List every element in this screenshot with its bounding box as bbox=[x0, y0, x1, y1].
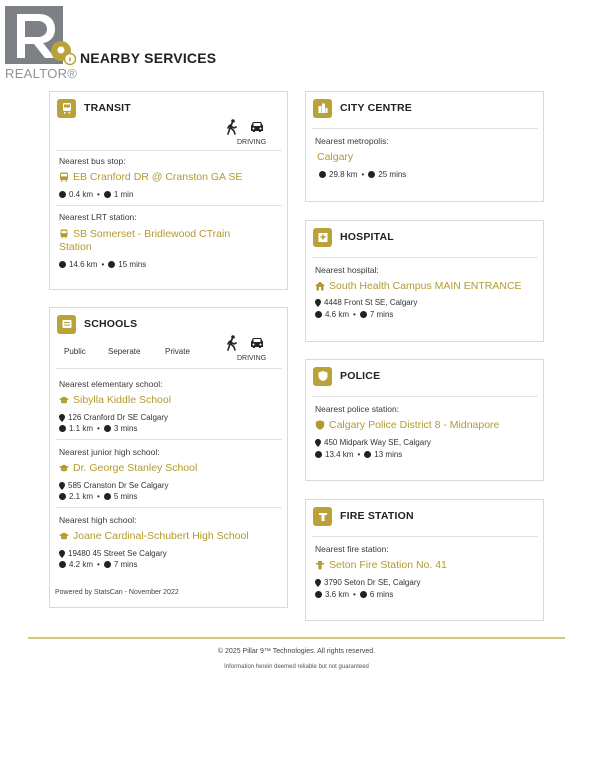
clock-icon bbox=[104, 191, 111, 198]
high-school-name[interactable] bbox=[59, 530, 249, 542]
separator-dot: • bbox=[353, 310, 356, 319]
graduation-cap-icon bbox=[59, 395, 69, 405]
hospital-icon bbox=[313, 228, 332, 247]
junior-high-distance-row bbox=[59, 492, 137, 501]
junior-high-time: 5 mins bbox=[113, 492, 138, 501]
city-time: 25 mins bbox=[378, 170, 407, 179]
distance-icon bbox=[319, 171, 326, 178]
junior-high-distance: 2.1 km bbox=[69, 492, 94, 501]
fire-station-name-text: Seton Fire Station No. 41 bbox=[329, 559, 447, 571]
police-label: Nearest police station: bbox=[315, 404, 400, 414]
driving-icon[interactable] bbox=[249, 120, 265, 133]
elementary-address-text: 126 Cranford Dr SE Calgary bbox=[68, 413, 169, 422]
lrt-station-name-line2: Station bbox=[59, 241, 92, 253]
separator-dot: • bbox=[361, 170, 365, 179]
city-title: CITY CENTRE bbox=[340, 102, 413, 114]
pin-icon bbox=[315, 299, 321, 307]
pin-icon bbox=[315, 439, 321, 447]
graduation-cap-icon bbox=[59, 531, 69, 541]
police-icon bbox=[313, 367, 332, 386]
hospital-address-text: 4448 Front St SE, Calgary bbox=[324, 298, 418, 307]
bus-distance-row bbox=[59, 190, 133, 199]
hospital-distance-row bbox=[315, 310, 393, 319]
city-icon bbox=[313, 99, 332, 118]
schools-card bbox=[49, 307, 288, 608]
distance-icon bbox=[315, 451, 322, 458]
separator-dot: • bbox=[97, 492, 100, 501]
pin-icon bbox=[315, 579, 321, 587]
driving-icon[interactable] bbox=[249, 336, 265, 349]
junior-high-school-name[interactable] bbox=[59, 462, 197, 474]
distance-icon bbox=[59, 561, 66, 568]
distance-icon bbox=[59, 425, 66, 432]
tab-public[interactable]: Public bbox=[64, 347, 86, 356]
junior-high-label: Nearest junior high school: bbox=[59, 447, 160, 457]
separator-dot: • bbox=[97, 190, 100, 199]
fire-station-time: 6 mins bbox=[369, 590, 394, 599]
train-icon bbox=[59, 229, 69, 239]
lrt-station-name[interactable] bbox=[59, 228, 230, 240]
police-distance: 13.4 km bbox=[325, 450, 354, 459]
transit-card bbox=[49, 91, 288, 290]
hospital-name[interactable] bbox=[315, 280, 522, 292]
hospital-card bbox=[305, 220, 544, 342]
lrt-distance: 14.6 km bbox=[69, 260, 98, 269]
divider bbox=[56, 205, 282, 206]
footer-divider bbox=[28, 637, 565, 639]
lrt-distance-row bbox=[59, 260, 146, 269]
lrt-station-label: Nearest LRT station: bbox=[59, 212, 137, 222]
elementary-time: 3 mins bbox=[113, 424, 138, 433]
high-school-distance-row bbox=[59, 560, 137, 569]
hospital-distance: 4.6 km bbox=[325, 310, 350, 319]
high-school-distance: 4.2 km bbox=[69, 560, 94, 569]
schools-title: SCHOOLS bbox=[84, 318, 138, 330]
distance-icon bbox=[315, 591, 322, 598]
tab-private[interactable]: Private bbox=[165, 347, 190, 356]
high-school-address bbox=[59, 549, 167, 558]
nearby-services-icon bbox=[50, 40, 76, 66]
separator-dot: • bbox=[97, 560, 100, 569]
elementary-school-name-text: Sibylla Kiddle School bbox=[73, 394, 172, 406]
pin-icon bbox=[59, 550, 65, 558]
shield-icon bbox=[315, 420, 325, 430]
hospital-label: Nearest hospital: bbox=[315, 265, 379, 275]
clock-icon bbox=[360, 311, 367, 318]
clock-icon bbox=[104, 425, 111, 432]
hydrant-icon bbox=[315, 560, 325, 570]
graduation-cap-icon bbox=[59, 463, 69, 473]
divider bbox=[56, 439, 282, 440]
city-centre-card bbox=[305, 91, 544, 202]
walking-icon[interactable] bbox=[226, 119, 238, 135]
bus-icon bbox=[59, 172, 69, 182]
page-title: NEARBY SERVICES bbox=[80, 50, 217, 66]
high-school-name-text: Joane Cardinal-Schubert High School bbox=[73, 530, 249, 542]
police-address-text: 450 Midpark Way SE, Calgary bbox=[324, 438, 431, 447]
bus-stop-name-text: EB Cranford DR @ Cranston GA SE bbox=[73, 171, 243, 183]
separator-dot: • bbox=[101, 260, 105, 269]
fire-station-card bbox=[305, 499, 544, 621]
separator-dot: • bbox=[357, 450, 361, 459]
transit-icon bbox=[57, 99, 76, 118]
distance-icon bbox=[59, 261, 66, 268]
powered-by-note: Powered by StatsCan - November 2022 bbox=[55, 589, 179, 596]
house-icon bbox=[315, 281, 325, 291]
clock-icon bbox=[108, 261, 115, 268]
junior-high-school-name-text: Dr. George Stanley School bbox=[73, 462, 198, 474]
city-distance-row bbox=[319, 170, 406, 179]
lrt-time: 15 mins bbox=[118, 260, 147, 269]
fire-station-distance: 3.6 km bbox=[325, 590, 350, 599]
disclaimer-text: Information herein deemed reliable but not guaranteed bbox=[224, 664, 369, 670]
transit-title: TRANSIT bbox=[84, 102, 131, 114]
divider bbox=[312, 396, 538, 397]
divider bbox=[312, 128, 538, 129]
clock-icon bbox=[104, 561, 111, 568]
fire-station-title: FIRE STATION bbox=[340, 510, 414, 522]
distance-icon bbox=[315, 311, 322, 318]
divider bbox=[56, 150, 282, 151]
fire-station-distance-row bbox=[315, 590, 393, 599]
divider bbox=[312, 257, 538, 258]
metropolis-label: Nearest metropolis: bbox=[315, 136, 389, 146]
separator-dot: • bbox=[97, 424, 100, 433]
police-title: POLICE bbox=[340, 370, 381, 382]
fire-station-icon bbox=[313, 507, 332, 526]
walking-icon[interactable] bbox=[226, 335, 238, 351]
high-school-time: 7 mins bbox=[113, 560, 138, 569]
bus-stop-label: Nearest bus stop: bbox=[59, 156, 126, 166]
clock-icon bbox=[104, 493, 111, 500]
driving-mode-label: DRIVING bbox=[237, 139, 267, 146]
tab-seperate[interactable]: Seperate bbox=[108, 347, 141, 356]
police-card bbox=[305, 359, 544, 481]
fire-station-address-text: 3790 Seton Dr SE, Calgary bbox=[324, 578, 421, 587]
junior-high-address-text: 585 Cranston Dr Se Calgary bbox=[68, 481, 169, 490]
police-address bbox=[315, 438, 431, 447]
metropolis-name[interactable]: Calgary bbox=[317, 151, 354, 163]
divider bbox=[56, 368, 282, 369]
elementary-school-name[interactable] bbox=[59, 394, 171, 406]
fire-station-label: Nearest fire station: bbox=[315, 544, 389, 554]
elementary-address bbox=[59, 413, 168, 422]
junior-high-address bbox=[59, 481, 169, 490]
fire-station-address bbox=[315, 578, 421, 587]
hospital-address bbox=[315, 298, 417, 307]
clock-icon bbox=[364, 451, 371, 458]
bus-time: 1 min bbox=[113, 190, 134, 199]
divider bbox=[56, 507, 282, 508]
clock-icon bbox=[368, 171, 375, 178]
police-distance-row bbox=[315, 450, 402, 459]
hospital-title: HOSPITAL bbox=[340, 231, 394, 243]
elementary-label: Nearest elementary school: bbox=[59, 379, 163, 389]
distance-icon bbox=[59, 493, 66, 500]
schools-icon bbox=[57, 315, 76, 334]
divider bbox=[312, 536, 538, 537]
driving-mode-label: DRIVING bbox=[237, 355, 267, 362]
police-time: 13 mins bbox=[374, 450, 403, 459]
elementary-distance: 1.1 km bbox=[69, 424, 94, 433]
distance-icon bbox=[59, 191, 66, 198]
pin-icon bbox=[59, 482, 65, 490]
clock-icon bbox=[360, 591, 367, 598]
high-school-address-text: 19480 45 Street Se Calgary bbox=[68, 549, 167, 558]
fire-station-name[interactable] bbox=[315, 559, 447, 571]
separator-dot: • bbox=[353, 590, 356, 599]
police-station-name[interactable] bbox=[315, 419, 499, 431]
hospital-name-text: South Health Campus MAIN ENTRANCE bbox=[329, 280, 522, 292]
hospital-time: 7 mins bbox=[369, 310, 394, 319]
high-school-label: Nearest high school: bbox=[59, 515, 137, 525]
bus-stop-name[interactable] bbox=[59, 171, 242, 183]
copyright-text: © 2025 Pillar 9™ Technologies. All rights reserved. bbox=[217, 648, 376, 655]
bus-distance: 0.4 km bbox=[69, 190, 94, 199]
realtor-watermark-text: REALTOR® bbox=[5, 66, 78, 81]
pin-icon bbox=[59, 414, 65, 422]
city-distance: 29.8 km bbox=[329, 170, 358, 179]
elementary-distance-row bbox=[59, 424, 137, 433]
lrt-station-name-line1: SB Somerset - Bridlewood CTrain bbox=[73, 228, 231, 240]
police-station-name-text: Calgary Police District 8 - Midnapore bbox=[329, 419, 500, 431]
